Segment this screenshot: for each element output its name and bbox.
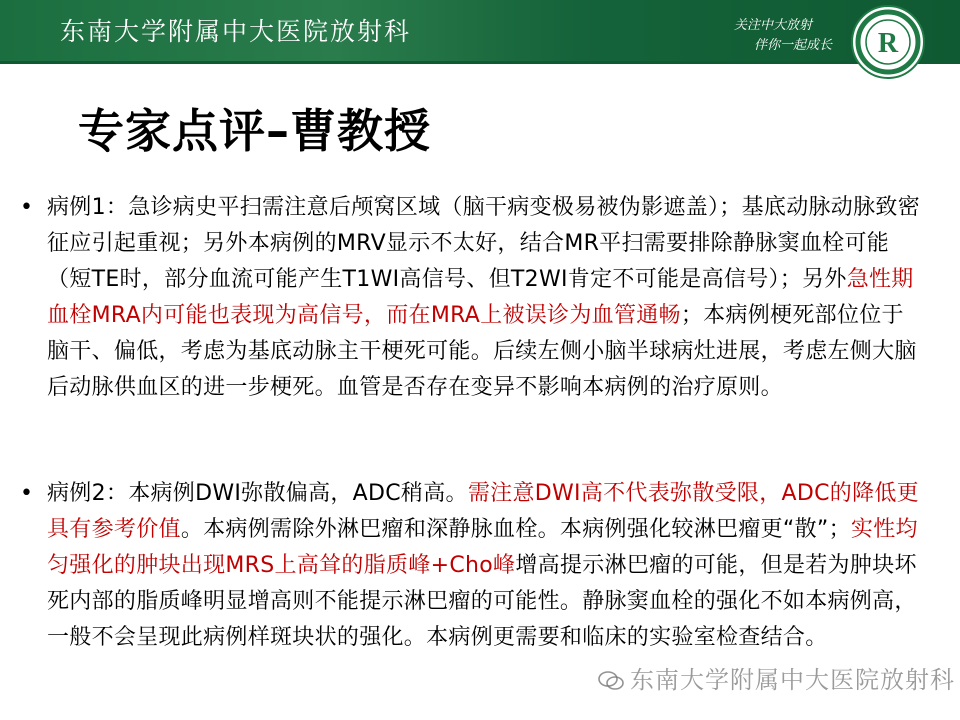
- wechat-watermark: [598, 660, 955, 695]
- bullet-marker: •: [20, 481, 33, 506]
- case-1-paragraph: [20, 190, 920, 406]
- case-2-paragraph: [20, 476, 920, 656]
- slogan-line-1: 关注中大放射: [733, 18, 812, 33]
- department-logo-icon: [850, 4, 926, 80]
- wechat-icon: [598, 670, 624, 692]
- body-text: 增高提示淋巴瘤的可能，但是若为肿块坏死内部的脂质峰明显增高则不能提示淋巴瘤的可能性。静脉窦血栓的强化不如本病例高，一般不会呈现此病例样斑块状的强化。本病例更需要和临床的实验室检查结合。: [47, 553, 917, 650]
- case-2-text: [47, 476, 920, 656]
- body-text: 。本病例需除外淋巴瘤和深静脉血栓。本病例强化较淋巴瘤更“散”；: [180, 517, 851, 542]
- case-1-text: [47, 190, 920, 406]
- body-text: ；本病例梗死部位位于脑干、偏低，考虑为基底动脉主干梗死可能。后续左侧小脑半球病灶进展，考虑左侧大脑后动脉供血区的进一步梗死。血管是否存在变异不影响本病例的治疗原则。: [47, 303, 917, 400]
- highlighted-text: 急性期血栓MRA内可能也表现为高信号，而在MRA上被误诊为血管通畅: [47, 267, 914, 328]
- watermark-text: 东南大学附属中大医院放射科: [630, 666, 955, 694]
- header-divider: [0, 61, 960, 64]
- highlighted-text: 实性均匀强化的肿块出现MRS上高耸的脂质峰+Cho峰: [47, 517, 918, 578]
- slogan-line-2: 伴你一起成长: [753, 38, 832, 53]
- logo-letter: R: [877, 28, 899, 59]
- slide-title: 专家点评–曹教授: [78, 104, 431, 158]
- body-text: 病例1：急诊病史平扫需注意后颅窝区域（脑干病变极易被伪影遮盖）；基底动脉动脉致密征应引起重视；另外本病例的MRV显示不太好，结合MR平扫需要排除静脉窦血栓可能（短TE时，部分血流可能产生T1WI高信号、但T2WI肯定不可能是高信号）；另外: [47, 195, 920, 292]
- body-text: 病例2：本病例DWI弥散偏高，ADC稍高。: [47, 481, 468, 506]
- highlighted-text: 需注意DWI高不代表弥散受限，ADC的降低更具有参考价值: [47, 481, 919, 542]
- bullet-marker: •: [20, 195, 33, 220]
- header-banner: [0, 0, 960, 61]
- institution-name: 东南大学附属中大医院放射科: [60, 17, 412, 46]
